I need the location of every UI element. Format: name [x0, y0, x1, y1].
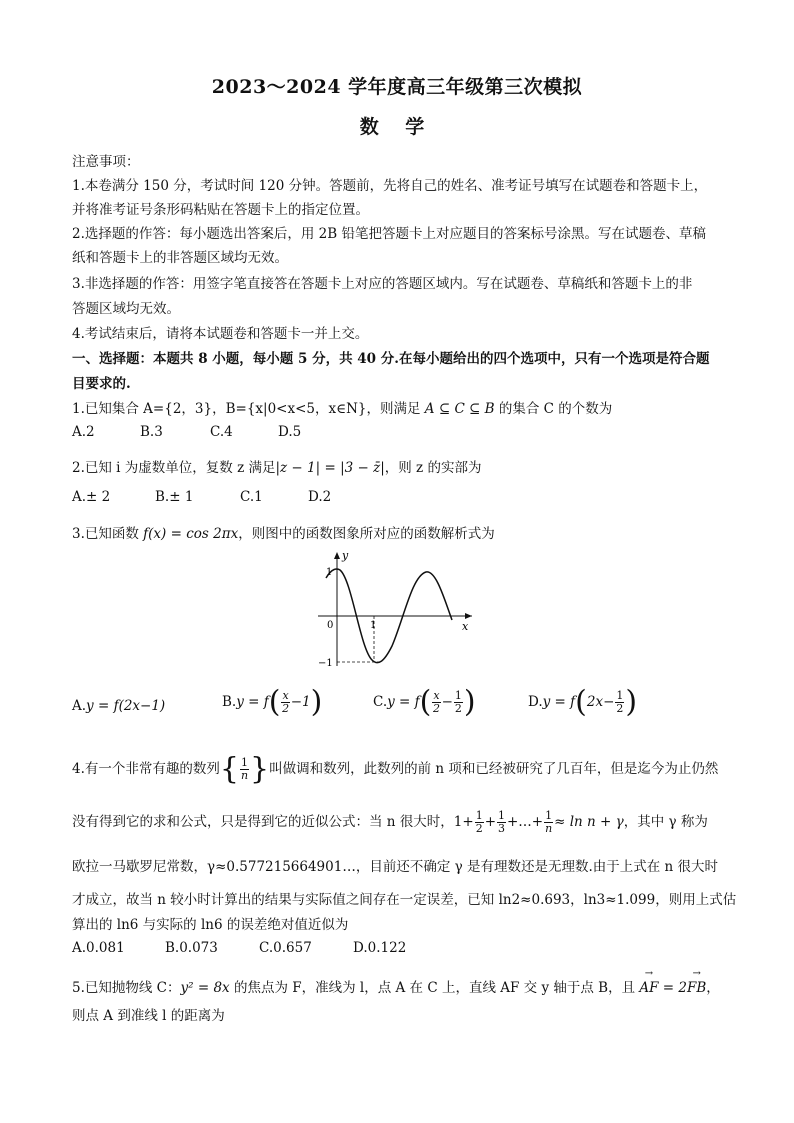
q4-seq-den: n [240, 769, 249, 782]
notice-line-1: 1.本卷满分 150 分，考试时间 120 分钟。答题前，先将自己的姓名、准考证号填写在试题卷和答题卡上， [72, 178, 708, 194]
question-5-line-1 [72, 976, 720, 996]
q3-option-a [72, 698, 165, 714]
graph-y-neg-one: −1 [318, 658, 333, 669]
q3-c-frac2-num: 1 [454, 689, 462, 702]
notice-line-7: 4.考试结束后，请将本试题卷和答题卡一并上交。 [72, 326, 369, 342]
q5-eq: = 2 [658, 980, 687, 996]
q1-option-d: D.5 [278, 424, 302, 440]
q4-l2-tail: ≈ ln n + γ [554, 814, 624, 830]
q4-l2-b: ，其中 γ 称为 [623, 814, 708, 830]
q4-f1-den: 2 [475, 822, 483, 835]
q5-vector-af: → AF [639, 980, 658, 996]
notice-heading: 注意事项： [72, 154, 140, 170]
question-4-line-3: 欧拉一马歇罗尼常数，γ≈0.577215664901…，目前还不确定 γ 是有理数还是无理数.由于上式在 n 很大时 [72, 859, 719, 875]
q3-option-d: D.y = f(2x− $\frac{1}{2}$ ) [528, 684, 638, 720]
graph-x-one: 1 [370, 620, 377, 631]
q3-option-c-expr: y = f [387, 694, 420, 710]
q3-b-frac-num: x [282, 689, 289, 702]
question-5-line-2: 则点 A 到准线 l 的距离为 [72, 1008, 225, 1024]
q3-text-a: 3.已知函数 [72, 526, 144, 542]
q3-option-b-letter: B. [222, 694, 237, 710]
q4-f3-num: 1 [545, 809, 553, 822]
question-4-line-2: 没有得到它的求和公式，只是得到它的近似公式：当 n 很大时，1+ $\frac{1}{2}$ + $\frac{1}{3}$ +…+ $\frac{1}{n}$ ≈ ln n + γ，其中 γ 称为 [72, 809, 708, 835]
q5-vector-fb: → FB [687, 980, 706, 996]
q5-expr: y² = 8x [180, 980, 230, 996]
notice-line-5: 3.非选择题的作答：用签字笔直接答在答题卡上对应的答题区域内。写在试题卷、草稿纸和答题卡上的非 [72, 276, 693, 292]
q4-option-c: C.0.657 [259, 940, 312, 956]
q3-c-frac1-den: 2 [433, 702, 440, 715]
q3-expr: f(x) = cos 2πx [143, 526, 239, 542]
q3-option-b-expr: y = f [236, 694, 269, 710]
question-4-line-1: 4.有一个非常有趣的数列{ $\frac{1}{n}$ }叫做调和数列，此数列的前 n 项和已经被研究了几百年，但是迄今为止仍然 [72, 751, 719, 787]
q4-option-b: B.0.073 [165, 940, 218, 956]
q5-text-c: ， [706, 980, 720, 996]
q3-b-tail: −1 [290, 694, 311, 710]
page-title: 2023～2024 学年度高三年级第三次模拟 [211, 76, 583, 98]
subject-title: 数 学 [359, 116, 435, 138]
q3-option-c: C.y = f( $\frac{x}{2}$ − $\frac{1}{2}$ ) [373, 684, 476, 720]
q3-option-a-letter: A. [72, 698, 87, 714]
question-4-line-4: 才成立，故当 n 较小时计算出的结果与实际值之间存在一定误差，已知 ln2≈0.693，ln3≈1.099，则用上式估 [72, 892, 737, 908]
q4-f2-num: 1 [498, 809, 505, 822]
q1-option-c: C.4 [210, 424, 233, 440]
notice-line-2: 并将准考证号条形码粘贴在答题卡上的指定位置。 [72, 202, 369, 218]
q2-option-b: B.± 1 [155, 489, 194, 505]
q3-c-minus: − [441, 694, 453, 710]
q2-option-d: D.2 [308, 489, 332, 505]
q3-d-frac-den: 2 [616, 702, 624, 715]
q4-l1-b: 叫做调和数列，此数列的前 n 项和已经被研究了几百年，但是迄今为止仍然 [269, 761, 719, 777]
q4-f1-num: 1 [475, 809, 483, 822]
q4-option-d: D.0.122 [353, 940, 407, 956]
q3-option-d-letter: D. [528, 694, 543, 710]
q1-option-a: A.2 [72, 424, 95, 440]
notice-line-3: 2.选择题的作答：每小题选出答案后，用 2B 铅笔把答题卡上对应题目的答案标号涂黑。写在试题卷、草稿 [72, 226, 706, 242]
q2-option-a: A.± 2 [72, 489, 111, 505]
notice-line-6: 答题区域均无效。 [72, 301, 180, 317]
q4-l2-one: 1+ [453, 814, 474, 830]
graph-origin: 0 [327, 620, 334, 631]
q3-function-graph [312, 548, 482, 673]
q5-text-b: 的焦点为 F，准线为 l，点 A 在 C 上，直线 AF 交 y 轴于点 B，且 [229, 980, 640, 996]
q4-l2-a: 没有得到它的求和公式，只是得到它的近似公式：当 n 很大时， [72, 814, 454, 830]
section-heading-line-2: 目要求的. [72, 376, 131, 392]
q3-c-frac2-den: 2 [454, 702, 462, 715]
q1-expr: A ⊆ C ⊆ B [424, 401, 495, 417]
q3-option-b: B.y = f( $\frac{x}{2}$ −1) [222, 684, 323, 720]
notice-line-4: 纸和答题卡上的非答题区域均无效。 [72, 250, 288, 266]
q3-b-frac-den: 2 [282, 702, 290, 715]
q1-text-b: 的集合 C 的个数为 [494, 401, 613, 417]
q1-text-a: 1.已知集合 A={2，3}，B={x|0<x<5，x∈N}，则满足 [72, 401, 425, 417]
question-1-stem [72, 397, 612, 417]
question-2-stem [72, 456, 481, 476]
q2-option-c: C.1 [240, 489, 263, 505]
q3-option-d-expr: y = f [542, 694, 576, 710]
q4-f2-den: 3 [498, 822, 505, 835]
question-3-stem [72, 522, 495, 542]
q3-option-c-letter: C. [373, 694, 388, 710]
q1-option-b: B.3 [140, 424, 163, 440]
q5-text-a: 5.已知抛物线 C： [72, 980, 181, 996]
q3-c-frac1-num: x [433, 689, 440, 702]
q4-f3-den: n [545, 822, 553, 835]
graph-x-label: x [462, 620, 469, 633]
graph-y-label: y [342, 549, 349, 562]
x-axis-arrow [465, 613, 472, 619]
q4-l1-a: 4.有一个非常有趣的数列 [72, 761, 220, 777]
q3-option-a-expr: y = f(2x−1) [86, 698, 166, 714]
q2-text-a: 2.已知 i 为虚数单位，复数 z 满足 [72, 460, 276, 476]
q2-expr: |z − 1| = |3 − z̄| [275, 460, 385, 476]
q4-option-a: A.0.081 [72, 940, 125, 956]
graph-y-one: 1 [326, 567, 333, 578]
section-heading-line-1: 一、选择题：本题共 8 小题，每小题 5 分，共 40 分.在每小题给出的四个选项中，只有一个选项是符合题 [72, 351, 710, 367]
question-4-line-5: 算出的 ln6 与实际的 ln6 的误差绝对值近似为 [72, 917, 349, 933]
q3-d-frac-num: 1 [616, 689, 624, 702]
q3-text-b: ，则图中的函数图象所对应的函数解析式为 [238, 526, 495, 542]
q4-seq-num: 1 [240, 756, 248, 769]
y-axis-arrow [334, 552, 340, 559]
q2-text-b: ，则 z 的实部为 [384, 460, 482, 476]
q3-d-mid: 2x− [586, 694, 615, 710]
q4-l2-dots: +…+ [507, 814, 544, 830]
